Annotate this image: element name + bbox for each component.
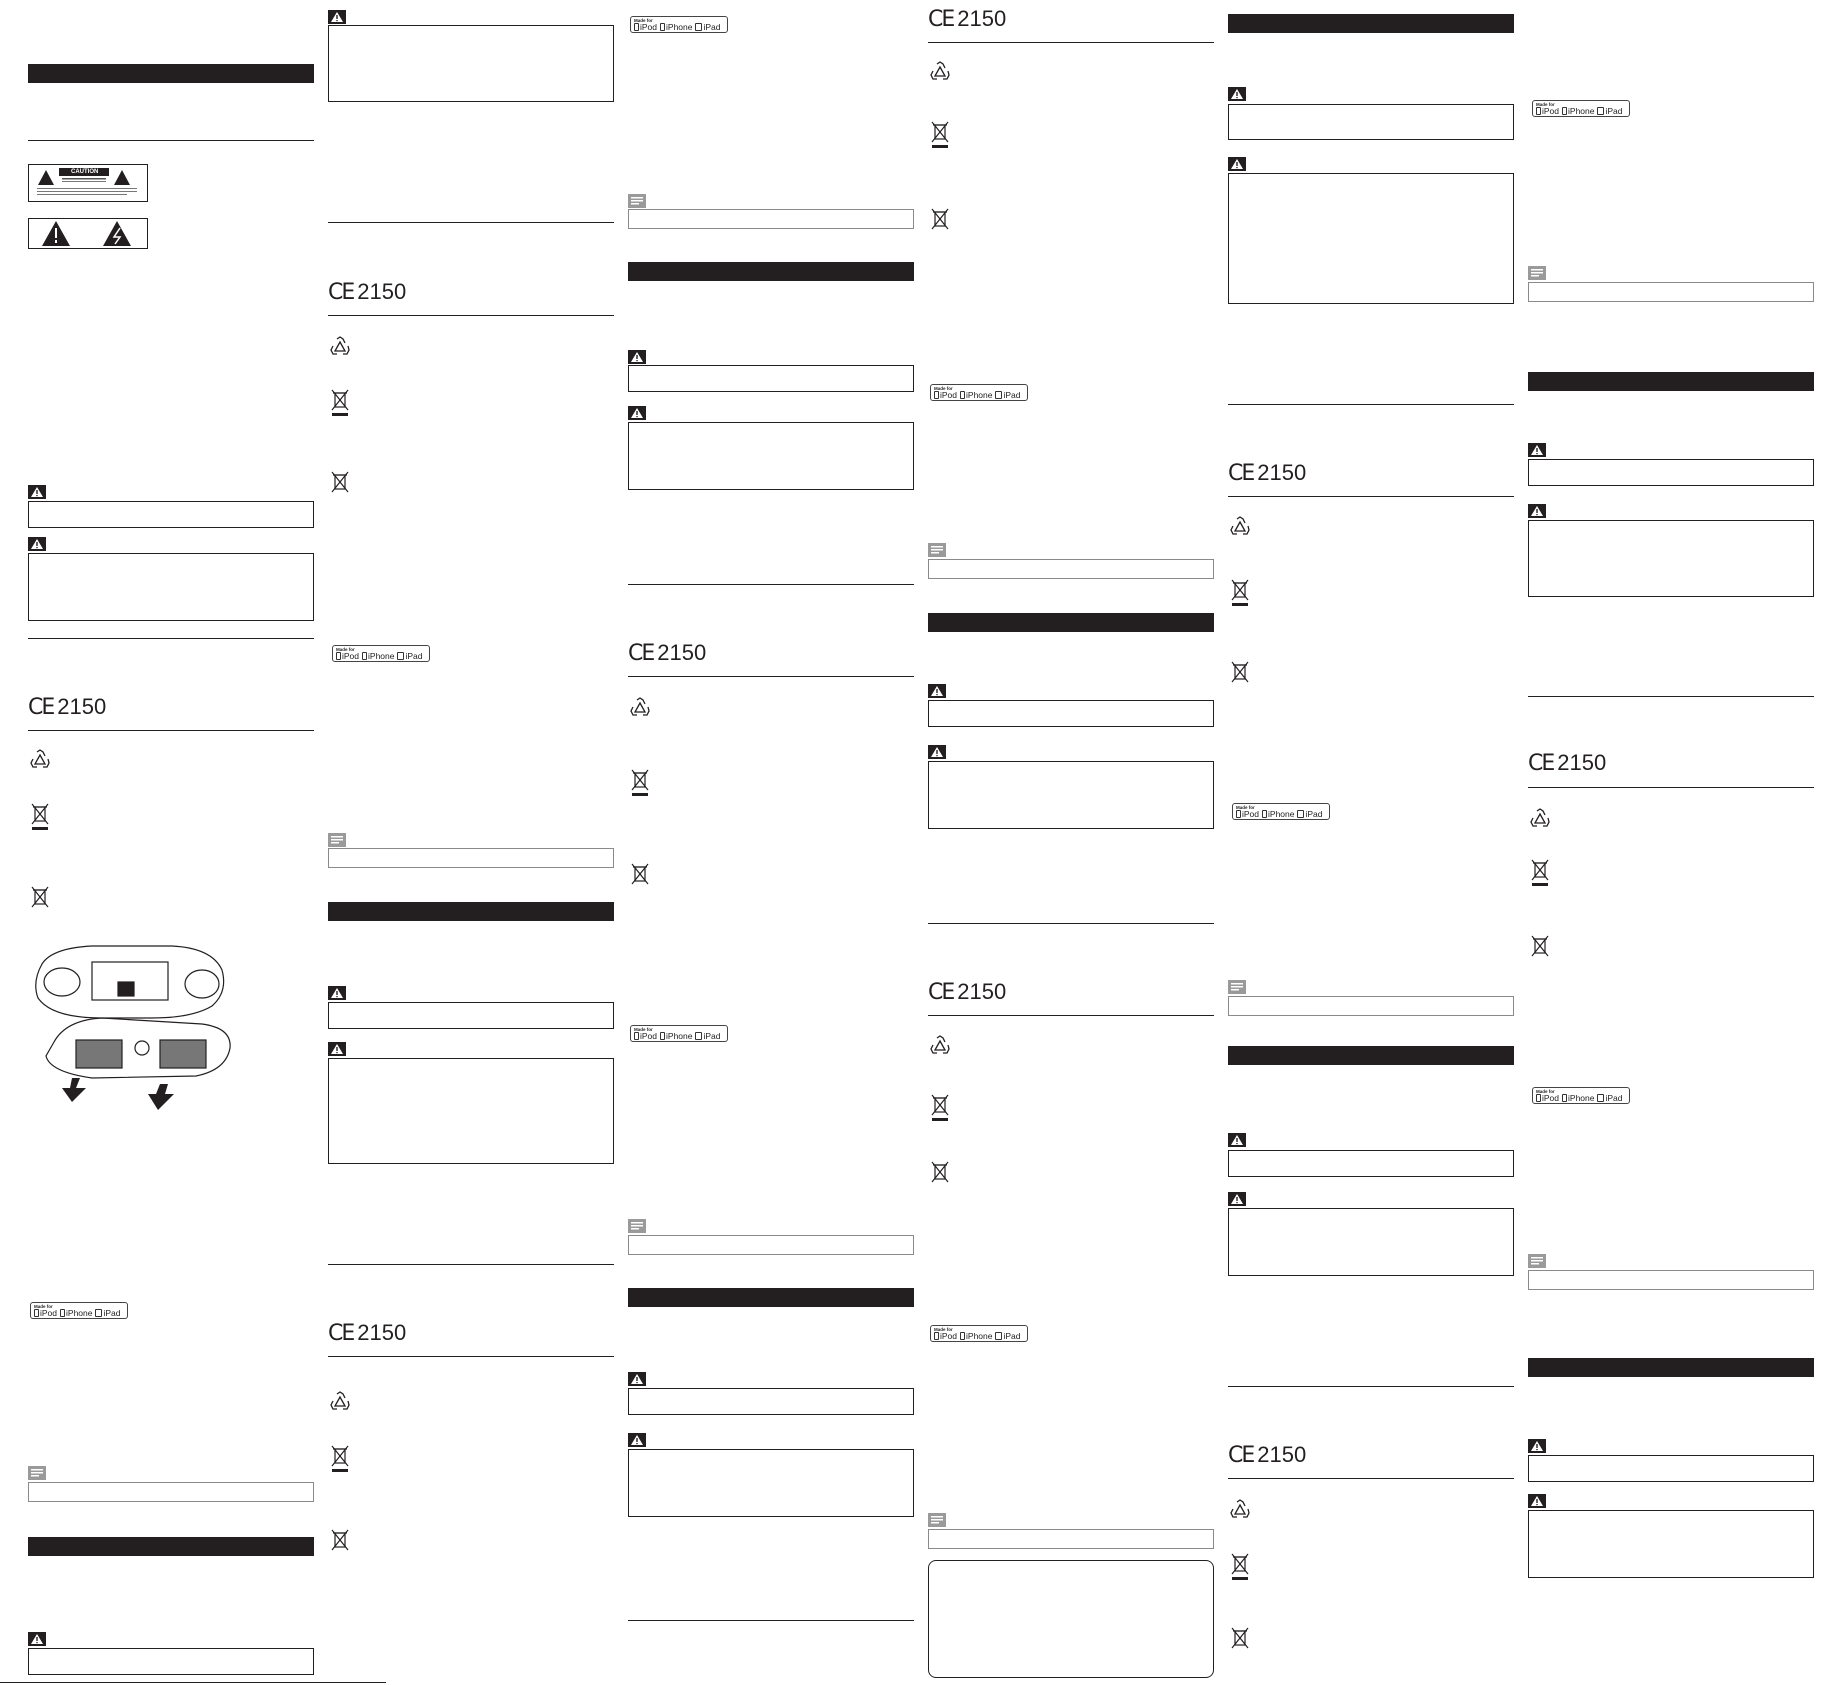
wheelie-bin-crossed-icon xyxy=(1230,1626,1250,1655)
mfi-device-ipod: iPod xyxy=(640,1031,658,1041)
warning-box xyxy=(28,1648,314,1675)
warning-box xyxy=(328,25,614,102)
warning-icon xyxy=(1228,157,1246,171)
wheelie-bin-crossed-icon xyxy=(330,470,350,499)
mfi-device-ipad: iPad xyxy=(1605,1093,1623,1103)
section-rule xyxy=(628,584,914,585)
column-1 xyxy=(28,0,314,1685)
made-for-ipod-iphone-ipad-logo xyxy=(930,384,1028,401)
mfi-device-ipod: iPod xyxy=(640,22,658,32)
note-icon xyxy=(1528,1254,1546,1268)
note-box xyxy=(28,1482,314,1502)
ce-number: 2150 xyxy=(357,279,407,304)
wheelie-bin-crossed-icon xyxy=(30,885,50,914)
wheelie-bin-crossed-icon xyxy=(330,388,350,423)
warning-box xyxy=(1228,1208,1514,1276)
wheelie-bin-crossed-icon xyxy=(930,1160,950,1189)
wheelie-bin-crossed-icon xyxy=(630,862,650,891)
wheelie-bin-crossed-icon xyxy=(1230,660,1250,689)
section-header-bar xyxy=(1228,1046,1514,1065)
section-header-bar xyxy=(628,1288,914,1307)
ce-mark: CE 2150 xyxy=(1228,1442,1307,1468)
warning-icon xyxy=(928,684,946,698)
made-for-ipod-iphone-ipad-logo xyxy=(30,1302,128,1319)
section-rule xyxy=(328,222,614,223)
ce-number: 2150 xyxy=(357,1320,407,1345)
column-3 xyxy=(628,0,914,1685)
column-5 xyxy=(1228,0,1514,1685)
battery-door-illustration xyxy=(32,944,238,1119)
wheelie-bin-crossed-icon xyxy=(930,207,950,236)
section-header-bar xyxy=(928,613,1214,632)
warning-box xyxy=(28,501,314,528)
section-rule xyxy=(328,1264,614,1265)
warning-box xyxy=(1528,459,1814,486)
warning-box xyxy=(628,1449,914,1517)
made-for-ipod-iphone-ipad-logo xyxy=(1532,100,1630,117)
section-rule xyxy=(928,1015,1214,1016)
wheelie-bin-crossed-icon xyxy=(630,768,650,803)
section-header-bar xyxy=(28,1537,314,1556)
ce-mark: CE 2150 xyxy=(1528,750,1607,776)
mfi-made-for: Made for xyxy=(1236,805,1255,810)
recycle-icon xyxy=(1528,807,1552,836)
ce-number: 2150 xyxy=(1557,750,1607,775)
section-rule xyxy=(28,140,314,141)
mfi-device-ipod: iPod xyxy=(1542,106,1560,116)
warning-box xyxy=(1228,104,1514,140)
warning-box xyxy=(1228,1150,1514,1177)
ce-mark: CE 2150 xyxy=(328,1320,407,1346)
note-box xyxy=(1528,1270,1814,1290)
warning-icon xyxy=(28,485,46,499)
section-rule xyxy=(1228,496,1514,497)
mfi-device-ipad: iPad xyxy=(405,651,423,661)
section-rule xyxy=(1528,696,1814,697)
mfi-device-ipad: iPad xyxy=(1305,809,1323,819)
mfi-device-iphone: iPhone xyxy=(1568,1093,1595,1103)
mfi-device-iphone: iPhone xyxy=(1268,809,1295,819)
recycle-icon xyxy=(928,1034,952,1063)
section-rule xyxy=(328,315,614,316)
warning-box xyxy=(628,365,914,392)
warning-box xyxy=(1528,520,1814,597)
made-for-ipod-iphone-ipad-logo xyxy=(1532,1087,1630,1104)
recycle-icon xyxy=(328,335,352,364)
warning-icon xyxy=(628,406,646,420)
section-rule xyxy=(28,638,314,639)
mfi-made-for: Made for xyxy=(934,1327,953,1332)
warning-icon xyxy=(628,1372,646,1386)
warning-icon xyxy=(628,350,646,364)
note-icon xyxy=(328,833,346,847)
section-header-bar xyxy=(1528,372,1814,391)
note-icon xyxy=(28,1466,46,1480)
wheelie-bin-crossed-icon xyxy=(330,1444,350,1479)
mfi-device-ipad: iPad xyxy=(103,1308,121,1318)
ce-number: 2150 xyxy=(1257,460,1307,485)
section-rule xyxy=(628,1620,914,1621)
mfi-made-for: Made for xyxy=(1536,1089,1555,1094)
warning-box xyxy=(928,700,1214,727)
note-box xyxy=(928,559,1214,579)
rounded-info-box xyxy=(928,1560,1214,1678)
warning-box xyxy=(1228,173,1514,304)
column-6 xyxy=(1528,0,1814,1685)
hazard-triangles-icon xyxy=(29,219,147,248)
warning-box xyxy=(1528,1510,1814,1578)
warning-icon xyxy=(1528,1439,1546,1453)
mfi-device-iphone: iPhone xyxy=(966,390,993,400)
note-icon xyxy=(928,543,946,557)
wheelie-bin-crossed-icon xyxy=(930,120,950,155)
section-header-bar xyxy=(28,64,314,83)
mfi-made-for: Made for xyxy=(1536,102,1555,107)
mfi-device-ipad: iPad xyxy=(1003,1331,1021,1341)
section-rule xyxy=(628,676,914,677)
mfi-device-ipad: iPad xyxy=(703,1031,721,1041)
warning-box xyxy=(28,553,314,621)
ce-number: 2150 xyxy=(957,979,1007,1004)
note-icon xyxy=(628,194,646,208)
wheelie-bin-crossed-icon xyxy=(1530,934,1550,963)
warning-box xyxy=(328,1058,614,1164)
recycle-icon xyxy=(1228,515,1252,544)
caution-label-title: CAUTION xyxy=(71,169,99,175)
mfi-device-ipod: iPod xyxy=(342,651,360,661)
mfi-device-ipad: iPad xyxy=(1003,390,1021,400)
ce-mark: CE 2150 xyxy=(28,694,107,720)
mfi-device-ipod: iPod xyxy=(1542,1093,1560,1103)
mfi-device-ipad: iPad xyxy=(1605,106,1623,116)
mfi-device-ipod: iPod xyxy=(40,1308,58,1318)
section-header-bar xyxy=(1528,1358,1814,1377)
warning-icon xyxy=(1228,1192,1246,1206)
warning-box xyxy=(628,422,914,490)
section-rule xyxy=(1228,1478,1514,1479)
mfi-device-iphone: iPhone xyxy=(666,1031,693,1041)
note-box xyxy=(1228,996,1514,1016)
recycle-icon xyxy=(928,60,952,89)
mfi-device-iphone: iPhone xyxy=(666,22,693,32)
warning-icon xyxy=(928,745,946,759)
ce-mark: CE 2150 xyxy=(328,279,407,305)
warning-box xyxy=(1528,1455,1814,1482)
mfi-device-ipod: iPod xyxy=(940,390,958,400)
column-4 xyxy=(928,0,1214,1685)
made-for-ipod-iphone-ipad-logo xyxy=(930,1325,1028,1342)
recycle-icon xyxy=(328,1390,352,1419)
warning-icon xyxy=(1528,1494,1546,1508)
mfi-device-ipod: iPod xyxy=(940,1331,958,1341)
mfi-made-for: Made for xyxy=(634,18,653,23)
warning-icon xyxy=(1228,87,1246,101)
note-icon xyxy=(1228,980,1246,994)
warning-box xyxy=(928,761,1214,829)
section-rule xyxy=(1228,404,1514,405)
wheelie-bin-crossed-icon xyxy=(330,1528,350,1557)
ce-number: 2150 xyxy=(1257,1442,1307,1467)
warning-icon xyxy=(628,1433,646,1447)
warning-icon xyxy=(328,10,346,24)
note-box xyxy=(928,1529,1214,1549)
warning-icon xyxy=(1528,504,1546,518)
wheelie-bin-crossed-icon xyxy=(1230,1552,1250,1587)
made-for-ipod-iphone-ipad-logo xyxy=(332,645,430,662)
warning-box xyxy=(628,1388,914,1415)
note-box xyxy=(328,848,614,868)
note-icon xyxy=(928,1513,946,1527)
warning-icon xyxy=(328,1042,346,1056)
ce-mark: CE 2150 xyxy=(1228,460,1307,486)
note-box xyxy=(628,1235,914,1255)
wheelie-bin-crossed-icon xyxy=(1530,858,1550,893)
warning-icon xyxy=(28,537,46,551)
mfi-made-for: Made for xyxy=(934,386,953,391)
wheelie-bin-crossed-icon xyxy=(930,1093,950,1128)
mfi-device-iphone: iPhone xyxy=(1568,106,1595,116)
section-header-bar xyxy=(328,902,614,921)
recycle-icon xyxy=(28,748,52,777)
section-rule xyxy=(1228,1386,1514,1387)
recycle-icon xyxy=(628,696,652,725)
mfi-device-ipad: iPad xyxy=(703,22,721,32)
made-for-ipod-iphone-ipad-logo xyxy=(1232,803,1330,820)
recycle-icon xyxy=(1228,1498,1252,1527)
mfi-device-iphone: iPhone xyxy=(368,651,395,661)
section-header-bar xyxy=(628,262,914,281)
mfi-made-for: Made for xyxy=(634,1027,653,1032)
ce-number: 2150 xyxy=(57,694,107,719)
note-box xyxy=(1528,282,1814,302)
warning-icon xyxy=(28,1632,46,1646)
warning-box xyxy=(328,1002,614,1029)
section-rule xyxy=(328,1356,614,1357)
ce-mark: CE 2150 xyxy=(928,6,1007,32)
mfi-device-iphone: iPhone xyxy=(66,1308,93,1318)
section-rule xyxy=(928,42,1214,43)
section-rule xyxy=(1528,787,1814,788)
caution-label xyxy=(28,164,148,202)
section-rule xyxy=(28,730,314,731)
warning-icon xyxy=(328,986,346,1000)
mfi-device-iphone: iPhone xyxy=(966,1331,993,1341)
wheelie-bin-crossed-icon xyxy=(1230,578,1250,613)
made-for-ipod-iphone-ipad-logo xyxy=(630,1025,728,1042)
mfi-made-for: Made for xyxy=(336,647,355,652)
column-2 xyxy=(328,0,614,1685)
mfi-device-ipod: iPod xyxy=(1242,809,1260,819)
wheelie-bin-crossed-icon xyxy=(30,802,50,837)
note-icon xyxy=(1528,266,1546,280)
note-icon xyxy=(628,1219,646,1233)
section-header-bar xyxy=(1228,14,1514,33)
ce-number: 2150 xyxy=(957,6,1007,31)
section-rule xyxy=(928,923,1214,924)
hazard-symbols-box xyxy=(28,218,148,249)
warning-icon xyxy=(1228,1133,1246,1147)
note-box xyxy=(628,209,914,229)
footer-rule xyxy=(0,1682,386,1683)
ce-number: 2150 xyxy=(657,640,707,665)
ce-mark: CE 2150 xyxy=(628,640,707,666)
made-for-ipod-iphone-ipad-logo xyxy=(630,16,728,33)
mfi-made-for: Made for xyxy=(34,1304,53,1309)
ce-mark: CE 2150 xyxy=(928,979,1007,1005)
warning-icon xyxy=(1528,443,1546,457)
